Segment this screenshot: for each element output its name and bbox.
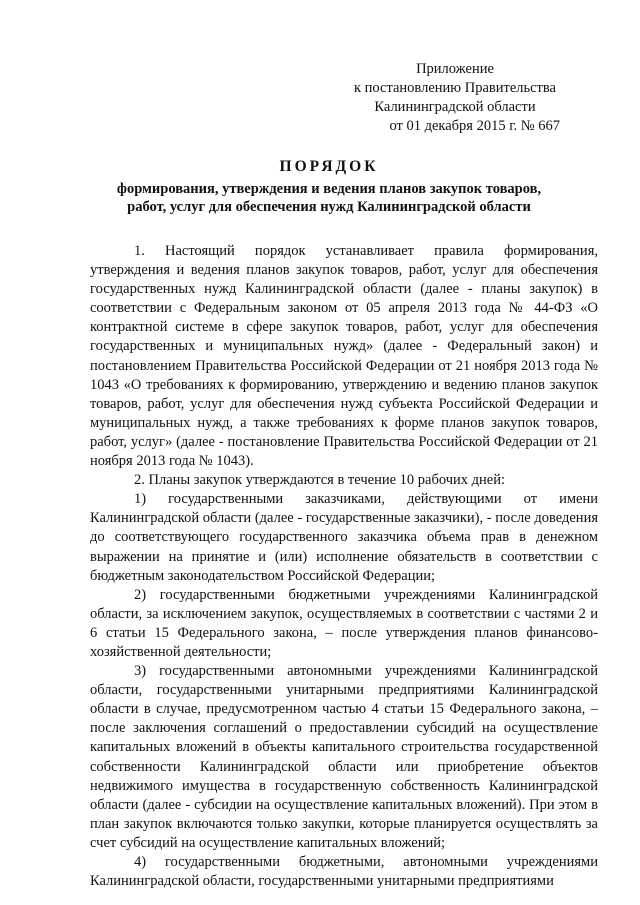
subtitle-line-1: формирования, утверждения и ведения планов закупок товаров, <box>116 181 542 197</box>
paragraph-1: 1. Настоящий порядок устанавливает правила формирования, утверждения и ведения планов закупок товаров, работ, услуг для обеспечения государственных нужд Калининградской области (далее - планы закупок) в соответствии с Федеральным законом от 05 апреля 2013 года № 44-ФЗ «О контрактной системе в сфере закупок товаров, работ, услуг для обеспечения государственных и муниципальных нужд» (далее - Федеральный закон) и постановлением Правительства Российской Федерации от 21 ноября 2013 года № 1043 «О требованиях к формированию, утверждению и ведению планов закупок товаров, работ, услуг для обеспечения нужд субъекта Российской Федерации и муниципальных нужд, а также требованиях к форме планов закупок товаров, работ, услуг» (далее - постановление Правительства Российской Федерации от 21 ноября 2013 года № 1043). <box>90 243 598 470</box>
paragraph-2-item-4: 4) государственными бюджетными, автономными учреждениями Калининградской области, государственными унитарными предприятиями <box>90 854 598 890</box>
paragraph-2-item-1: 1) государственными заказчиками, действующими от имени Калининградской области (далее - государственные заказчики), - после доведения до соответствующего государственного заказчика объема прав в денежном выражении на принятие и (или) исполнение обязательств в соответствии с бюджетным законодательством Российской Федерации; <box>90 491 598 584</box>
document-title: ПОРЯДОК <box>279 158 379 175</box>
appendix-region: Калининградской области <box>374 99 536 115</box>
appendix-header <box>340 60 570 136</box>
paragraph-2-item-2: 2) государственными бюджетными учреждениями Калининградской области, за исключением закупок, осуществляемых в соответствии с частями 2 и 6 статьи 15 Федерального закона, – после утверждения планов финансово-хозяйственной деятельности; <box>90 586 598 660</box>
appendix-label: Приложение <box>416 61 494 77</box>
paragraph-2-item-3: 3) государственными автономными учреждениями Калининградской области, государственными унитарными предприятиями Калининградской области в случае, предусмотренном частью 4 статьи 15 Федерального закона, – после заключения соглашений о предоставлении субсидий на осуществление капитальных вложений в объекты капитального строительства государственной собственности Калининградской области или приобретение объектов недвижимого имущества в государственную собственность Калининградской области (далее - субсидии на осуществление капитальных вложений). При этом в план закупок включаются только закупки, которые планируется осуществлять за счет субсидий на осуществление капитальных вложений; <box>90 663 598 851</box>
document-body <box>90 242 598 891</box>
appendix-date-number: от 01 декабря 2015 г. № 667 <box>389 118 560 134</box>
document-subtitle <box>60 180 598 216</box>
subtitle-line-2: работ, услуг для обеспечения нужд Калининградской области <box>127 199 531 215</box>
appendix-reference: к постановлению Правительства <box>354 80 556 96</box>
paragraph-2: 2. Планы закупок утверждаются в течение 10 рабочих дней: <box>134 472 505 489</box>
